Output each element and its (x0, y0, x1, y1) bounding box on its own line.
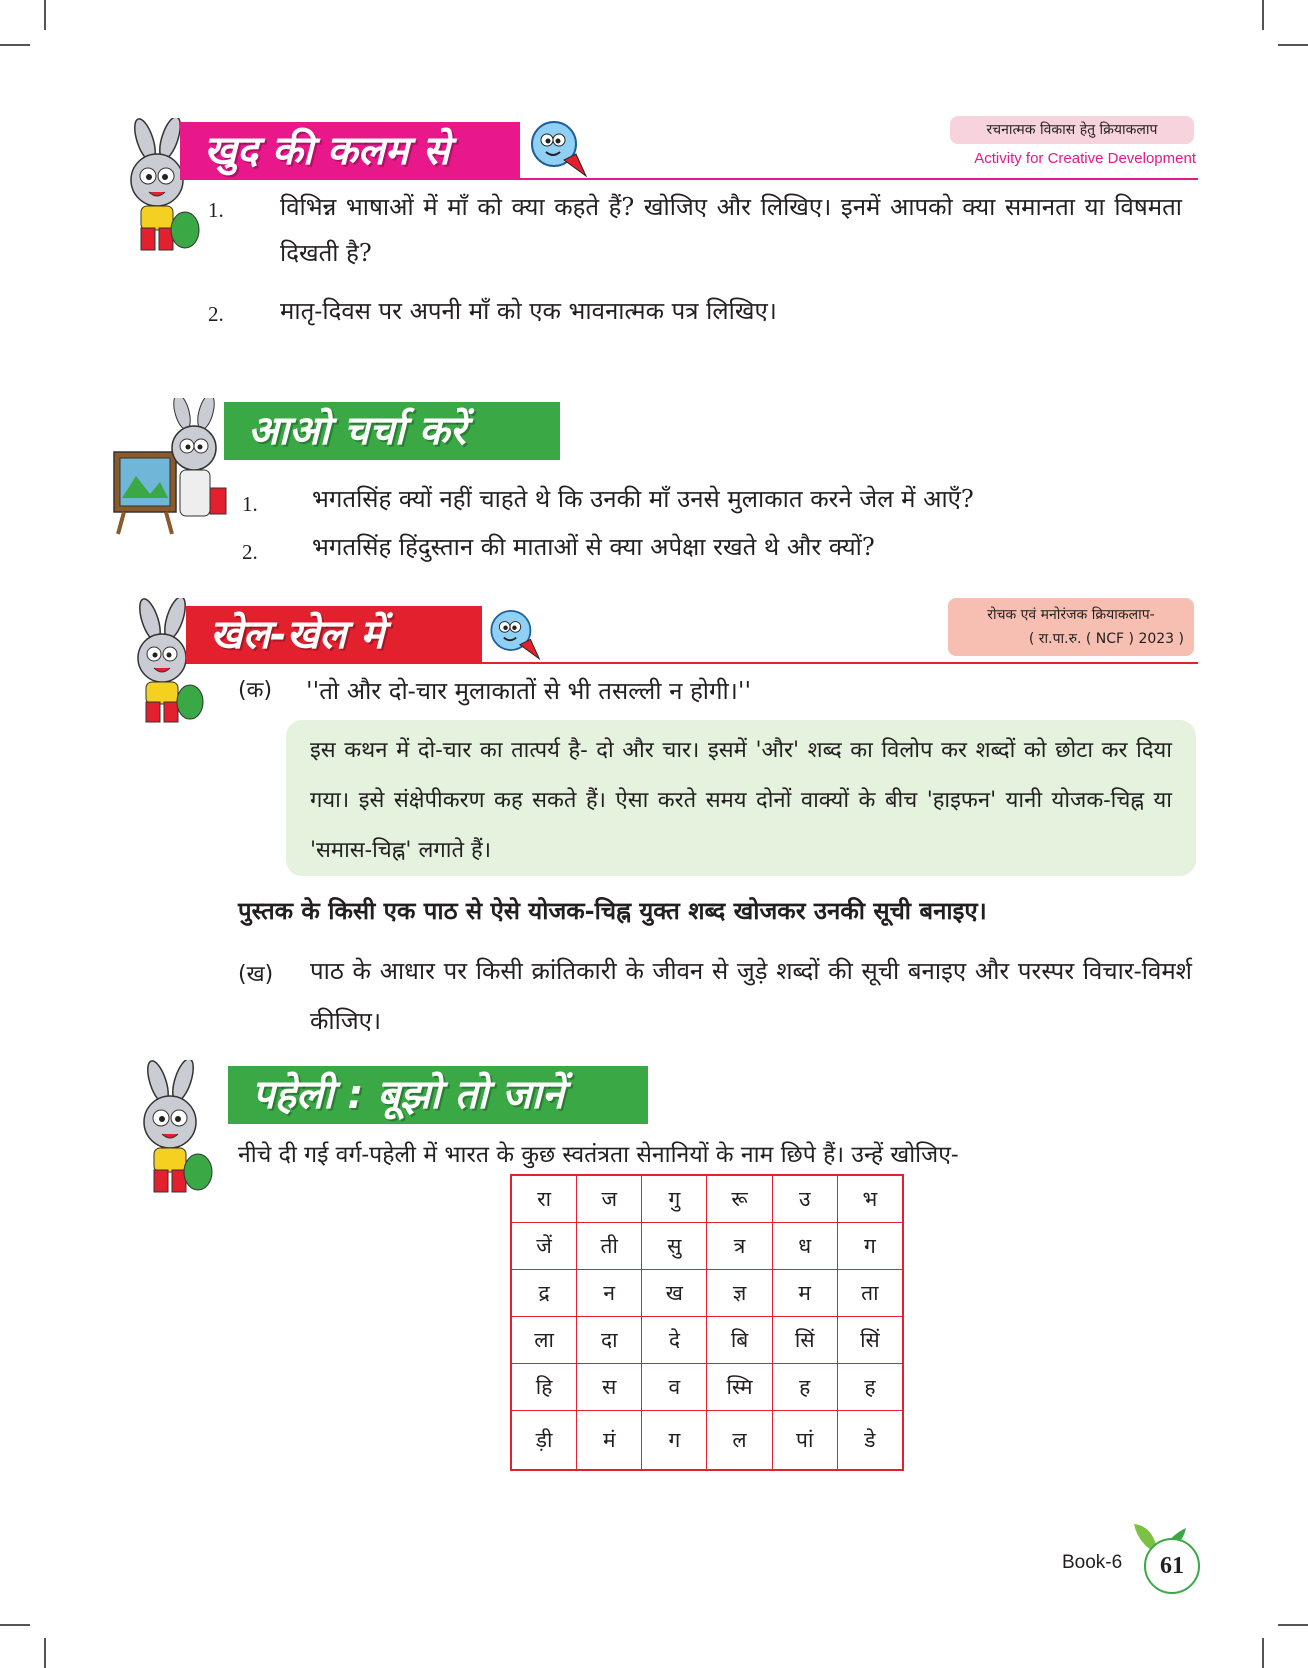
crop-mark (44, 0, 46, 30)
grid-cell: जें (511, 1223, 577, 1270)
page-number-circle (1144, 1538, 1200, 1594)
grid-cell: त्र (707, 1223, 772, 1270)
question-number: 1. (242, 492, 258, 516)
section-title-puzzle (228, 1066, 648, 1124)
crop-mark (44, 1638, 46, 1668)
grid-cell: द्र (511, 1270, 577, 1317)
quote-text: ''तो और दो-चार मुलाकातों से भी तसल्ली न होगी।'' (306, 677, 752, 705)
bold-instruction: पुस्तक के किसी एक पाठ से ऐसे योजक-चिह्न युक्त शब्द खोजकर उनकी सूची बनाइए। (238, 896, 987, 925)
section4-title-text: पहेली : बूझो तो जानें (252, 1072, 564, 1118)
grid-cell: ह (837, 1364, 903, 1411)
grid-cell: ड़ी (511, 1411, 577, 1471)
grid-cell: स (577, 1364, 642, 1411)
section-title-discuss (224, 402, 560, 460)
question-text: मातृ-दिवस पर अपनी माँ को एक भावनात्मक पत्र लिखिए। (280, 297, 777, 325)
section2-title-text: आओ चर्चा करें (248, 408, 466, 454)
grid-cell: बि (707, 1317, 772, 1364)
grid-cell: दा (577, 1317, 642, 1364)
pencil-mascot-icon (526, 116, 598, 180)
hyphen-explanation-text: इस कथन में दो-चार का तात्पर्य है- दो और चार। इसमें 'और' शब्द का विलोप कर शब्दों को छोटा कर दिया गया। इसे संक्षेपीकरण कह सकते हैं। ऐसा करते समय दोनों वाक्यों के बीच 'हाइफन' यानी योजक-चिह्न या 'समास-चिह्न' लगाते हैं। (310, 738, 1172, 863)
question-text: विभिन्न भाषाओं में माँ को क्या कहते हैं? खोजिए और लिखिए। इनमें आपको क्या समानता या विषमता दिखती है? (280, 193, 1182, 267)
rabbit-painter-mascot-icon (110, 398, 230, 538)
grid-cell: भ (837, 1175, 903, 1223)
section1-rule (520, 178, 1198, 180)
section-title-play (186, 606, 482, 664)
pencil-mascot-icon (486, 604, 550, 664)
grid-cell: हि (511, 1364, 577, 1411)
hyphen-explanation-box (286, 720, 1196, 876)
grid-row (511, 1317, 903, 1364)
grid-cell: ग (837, 1223, 903, 1270)
grid-cell: ज (577, 1175, 642, 1223)
grid-cell: ता (837, 1270, 903, 1317)
question-text: भगतसिंह हिंदुस्तान की माताओं से क्या अपेक्षा रखते थे और क्यों? (312, 533, 875, 561)
section3-title-text: खेल-खेल में (210, 612, 385, 658)
grid-cell: रा (511, 1175, 577, 1223)
grid-cell: ला (511, 1317, 577, 1364)
grid-cell: ती (577, 1223, 642, 1270)
grid-cell: डे (837, 1411, 903, 1471)
item-label: (ख) (238, 962, 274, 987)
crop-mark (0, 44, 30, 46)
section-title-write-yourself (180, 122, 520, 180)
page-number: 61 (1160, 1553, 1184, 1579)
book-label: Book-6 (1062, 1552, 1123, 1573)
grid-cell: दे (642, 1317, 707, 1364)
word-search-grid (510, 1174, 904, 1471)
section1-title-text: खुद की कलम से (204, 128, 450, 174)
creative-activity-hindi: रचनात्मक विकास हेतु क्रियाकलाप (986, 122, 1158, 138)
grid-cell: सिं (772, 1317, 837, 1364)
crop-mark (1278, 1624, 1308, 1626)
grid-cell: न (577, 1270, 642, 1317)
fun-activity-tag (948, 598, 1194, 656)
rabbit-mascot-icon (128, 1060, 218, 1210)
crop-mark (1278, 44, 1308, 46)
fun-activity-line1: रोचक एवं मनोरंजक क्रियाकलाप- (987, 607, 1155, 623)
grid-cell: स्मि (707, 1364, 772, 1411)
puzzle-instruction: नीचे दी गई वर्ग-पहेली में भारत के कुछ स्वतंत्रता सेनानियों के नाम छिपे हैं। उन्हें खोजिए- (238, 1142, 959, 1168)
grid-cell: म (772, 1270, 837, 1317)
grid-cell: रू (707, 1175, 772, 1223)
question-text: पाठ के आधार पर किसी क्रांतिकारी के जीवन से जुड़े शब्दों की सूची बनाइए और परस्पर विचार-विमर्श कीजिए। (310, 957, 1192, 1035)
question-number: 1. (208, 198, 224, 222)
fun-activity-line2: ( रा.पा.रु. ( NCF ) 2023 ) (1028, 631, 1184, 647)
grid-row (511, 1411, 903, 1471)
item-label: (क) (238, 678, 273, 703)
creative-activity-english: Activity for Creative Development (974, 150, 1196, 167)
grid-row (511, 1175, 903, 1223)
grid-cell: सु (642, 1223, 707, 1270)
grid-cell: उ (772, 1175, 837, 1223)
crop-mark (1262, 0, 1264, 30)
grid-cell: ल (707, 1411, 772, 1471)
grid-cell: ज्ञ (707, 1270, 772, 1317)
grid-row (511, 1270, 903, 1317)
question-text: भगतसिंह क्यों नहीं चाहते थे कि उनकी माँ उनसे मुलाकात करने जेल में आएँ? (312, 485, 974, 513)
section3-rule (482, 662, 1198, 664)
grid-cell: ह (772, 1364, 837, 1411)
grid-row (511, 1364, 903, 1411)
grid-cell: ध (772, 1223, 837, 1270)
grid-cell: व (642, 1364, 707, 1411)
grid-cell: सिं (837, 1317, 903, 1364)
grid-row (511, 1223, 903, 1270)
crop-mark (1262, 1638, 1264, 1668)
grid-cell: ग (642, 1411, 707, 1471)
grid-cell: ख (642, 1270, 707, 1317)
grid-cell: मं (577, 1411, 642, 1471)
grid-cell: गु (642, 1175, 707, 1223)
question-number: 2. (208, 302, 224, 326)
grid-cell: पां (772, 1411, 837, 1471)
question-number: 2. (242, 540, 258, 564)
crop-mark (0, 1624, 30, 1626)
creative-activity-tag (950, 116, 1194, 144)
